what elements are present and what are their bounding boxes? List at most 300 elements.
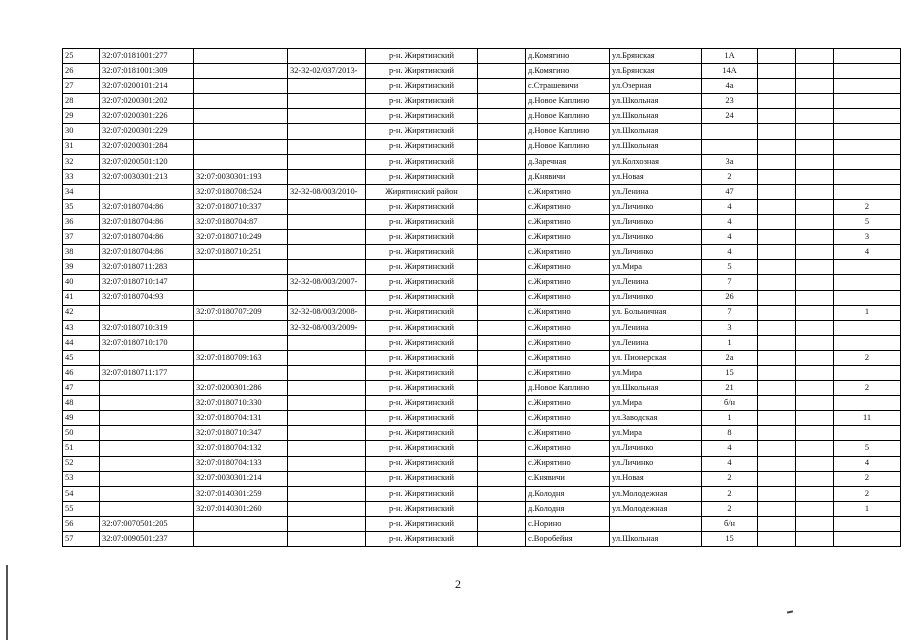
empty-cell [478,64,526,79]
table-row [63,471,901,486]
registration-number-cell: 32-32-02/037/2013- [288,64,366,79]
street-cell: ул.Личинко [610,245,702,260]
table-row [63,184,901,199]
empty-cell [758,365,796,380]
count-cell [834,426,901,441]
empty-cell [796,49,834,64]
district-cell: р-н. Жирятинский [366,245,478,260]
house-number-cell [702,139,758,154]
empty-cell [478,532,526,547]
empty-cell [478,79,526,94]
street-cell: ул.Озерная [610,79,702,94]
street-cell: ул.Молодежная [610,486,702,501]
table-row [63,139,901,154]
scan-edge-line [6,565,8,640]
empty-cell [478,396,526,411]
empty-cell [796,139,834,154]
house-number-cell: 5 [702,260,758,275]
district-cell: р-н. Жирятинский [366,350,478,365]
street-cell: ул.Мира [610,396,702,411]
locality-cell: с.Жирятино [526,350,610,365]
empty-cell [796,64,834,79]
locality-cell: с.Жирятино [526,441,610,456]
cadastral-number-cell: 32:07:0200301:202 [100,94,194,109]
locality-cell: д.Новое Каплино [526,109,610,124]
house-number-cell: 2 [702,486,758,501]
table-row [63,486,901,501]
row-number-cell: 40 [63,275,100,290]
registration-number-cell [288,532,366,547]
count-cell [834,335,901,350]
table-row [63,411,901,426]
district-cell: р-н. Жирятинский [366,64,478,79]
registration-number-cell: 32-32-08/003/2009- [288,320,366,335]
locality-cell: с.Жирятино [526,320,610,335]
empty-cell [758,109,796,124]
table-row [63,245,901,260]
empty-cell [478,471,526,486]
row-number-cell: 45 [63,350,100,365]
row-number-cell: 54 [63,486,100,501]
empty-cell [796,230,834,245]
cadastral-number-2-cell [194,275,288,290]
cadastral-number-2-cell [194,320,288,335]
empty-cell [478,350,526,365]
empty-cell [478,501,526,516]
cadastral-number-cell: 32:07:0180711:177 [100,365,194,380]
district-cell: р-н. Жирятинский [366,456,478,471]
house-number-cell: 15 [702,365,758,380]
street-cell: ул.Школьная [610,109,702,124]
row-number-cell: 36 [63,215,100,230]
cadastral-number-cell [100,501,194,516]
table-row [63,109,901,124]
locality-cell: с.Жирятино [526,184,610,199]
cadastral-number-cell [100,456,194,471]
cadastral-number-cell: 32:07:0180704:86 [100,245,194,260]
scan-mark [787,610,793,613]
cadastral-number-cell: 32:07:0180710:319 [100,320,194,335]
house-number-cell: 24 [702,109,758,124]
empty-cell [478,49,526,64]
district-cell: р-н. Жирятинский [366,199,478,214]
table-row [63,260,901,275]
empty-cell [758,79,796,94]
district-cell: р-н. Жирятинский [366,471,478,486]
empty-cell [758,532,796,547]
empty-cell [758,215,796,230]
house-number-cell: 1 [702,411,758,426]
street-cell: ул. Больничная [610,305,702,320]
district-cell: р-н. Жирятинский [366,486,478,501]
row-number-cell: 39 [63,260,100,275]
empty-cell [478,456,526,471]
registration-number-cell [288,169,366,184]
registration-number-cell [288,486,366,501]
empty-cell [758,169,796,184]
registration-number-cell [288,49,366,64]
empty-cell [478,124,526,139]
empty-cell [796,124,834,139]
cadastral-number-cell: 32:07:0200501:120 [100,154,194,169]
locality-cell: с.Жирятино [526,426,610,441]
row-number-cell: 55 [63,501,100,516]
locality-cell: с.Норино [526,516,610,531]
locality-cell: с.Жирятино [526,365,610,380]
house-number-cell: 1 [702,335,758,350]
count-cell [834,49,901,64]
row-number-cell: 34 [63,184,100,199]
registration-number-cell [288,396,366,411]
row-number-cell: 53 [63,471,100,486]
registration-number-cell [288,441,366,456]
count-cell: 1 [834,305,901,320]
district-cell: р-н. Жирятинский [366,532,478,547]
row-number-cell: 46 [63,365,100,380]
house-number-cell: 7 [702,305,758,320]
empty-cell [478,320,526,335]
house-number-cell: б/н [702,516,758,531]
district-cell: Жирятинский район [366,184,478,199]
street-cell [610,516,702,531]
street-cell: ул.Брянская [610,49,702,64]
cadastral-number-cell [100,426,194,441]
cadastral-number-cell [100,486,194,501]
registration-number-cell [288,335,366,350]
count-cell [834,396,901,411]
empty-cell [758,230,796,245]
row-number-cell: 56 [63,516,100,531]
empty-cell [758,305,796,320]
cadastral-number-cell: 32:07:0180704:86 [100,215,194,230]
row-number-cell: 43 [63,320,100,335]
registration-number-cell [288,381,366,396]
count-cell [834,532,901,547]
empty-cell [478,290,526,305]
empty-cell [796,516,834,531]
street-cell: ул.Новая [610,471,702,486]
house-number-cell: 47 [702,184,758,199]
cadastral-number-cell: 32:07:0200301:226 [100,109,194,124]
row-number-cell: 38 [63,245,100,260]
locality-cell: с.Жирятино [526,396,610,411]
house-number-cell: 23 [702,94,758,109]
count-cell [834,320,901,335]
empty-cell [796,275,834,290]
cadastral-number-cell: 32:07:0200101:214 [100,79,194,94]
registration-number-cell [288,245,366,260]
property-register-table [62,48,901,547]
row-number-cell: 31 [63,139,100,154]
cadastral-number-2-cell: 32:07:0180707:209 [194,305,288,320]
district-cell: р-н. Жирятинский [366,94,478,109]
empty-cell [796,245,834,260]
cadastral-number-2-cell: 32:07:0180704:131 [194,411,288,426]
registration-number-cell [288,79,366,94]
empty-cell [478,305,526,320]
house-number-cell: 4 [702,215,758,230]
registration-number-cell [288,199,366,214]
count-cell [834,79,901,94]
empty-cell [758,516,796,531]
street-cell: ул. Пионерская [610,350,702,365]
cadastral-number-2-cell [194,49,288,64]
row-number-cell: 32 [63,154,100,169]
registration-number-cell [288,124,366,139]
empty-cell [796,501,834,516]
district-cell: р-н. Жирятинский [366,169,478,184]
empty-cell [758,456,796,471]
cadastral-number-2-cell: 32:07:0200301:286 [194,381,288,396]
empty-cell [796,426,834,441]
cadastral-number-2-cell [194,335,288,350]
cadastral-number-cell: 32:07:0181001:277 [100,49,194,64]
registration-number-cell: 32-32-08/003/2010- [288,184,366,199]
house-number-cell: 2 [702,169,758,184]
cadastral-number-cell [100,305,194,320]
table-body [63,49,901,547]
empty-cell [796,169,834,184]
empty-cell [758,260,796,275]
table-row [63,94,901,109]
count-cell [834,290,901,305]
count-cell [834,64,901,79]
empty-cell [796,94,834,109]
street-cell: ул.Ленина [610,335,702,350]
district-cell: р-н. Жирятинский [366,516,478,531]
cadastral-number-2-cell: 32:07:0180704:132 [194,441,288,456]
cadastral-number-2-cell: 32:07:0180710:251 [194,245,288,260]
cadastral-number-cell: 32:07:0200301:229 [100,124,194,139]
street-cell: ул.Школьная [610,94,702,109]
empty-cell [758,139,796,154]
row-number-cell: 44 [63,335,100,350]
empty-cell [796,290,834,305]
cadastral-number-2-cell [194,154,288,169]
empty-cell [796,109,834,124]
house-number-cell: 14А [702,64,758,79]
count-cell [834,139,901,154]
count-cell: 1 [834,501,901,516]
locality-cell: с.Жирятино [526,245,610,260]
table-row [63,501,901,516]
row-number-cell: 52 [63,456,100,471]
empty-cell [758,486,796,501]
empty-cell [796,381,834,396]
row-number-cell: 37 [63,230,100,245]
registration-number-cell [288,365,366,380]
empty-cell [758,411,796,426]
district-cell: р-н. Жирятинский [366,501,478,516]
row-number-cell: 26 [63,64,100,79]
district-cell: р-н. Жирятинский [366,381,478,396]
locality-cell: д.Новое Каплино [526,139,610,154]
empty-cell [796,396,834,411]
table-row [63,124,901,139]
empty-cell [478,199,526,214]
locality-cell: д.Колодня [526,501,610,516]
cadastral-number-2-cell: 32:07:0140301:259 [194,486,288,501]
empty-cell [478,411,526,426]
street-cell: ул.Ленина [610,184,702,199]
registration-number-cell [288,154,366,169]
empty-cell [478,245,526,260]
district-cell: р-н. Жирятинский [366,260,478,275]
locality-cell: с.Княвичи [526,471,610,486]
house-number-cell: 1А [702,49,758,64]
count-cell [834,184,901,199]
row-number-cell: 25 [63,49,100,64]
street-cell: ул.Личинко [610,441,702,456]
empty-cell [758,350,796,365]
cadastral-number-2-cell: 32:07:0180710:330 [194,396,288,411]
registration-number-cell [288,139,366,154]
table-row [63,199,901,214]
cadastral-number-2-cell [194,139,288,154]
house-number-cell: б/н [702,396,758,411]
registration-number-cell [288,501,366,516]
count-cell: 2 [834,350,901,365]
locality-cell: с.Жирятино [526,275,610,290]
registration-number-cell [288,260,366,275]
count-cell: 2 [834,471,901,486]
cadastral-number-cell [100,441,194,456]
street-cell: ул.Ленина [610,320,702,335]
empty-cell [758,154,796,169]
registration-number-cell: 32-32-08/003/2007- [288,275,366,290]
empty-cell [796,305,834,320]
table-row [63,456,901,471]
house-number-cell: 21 [702,381,758,396]
street-cell: ул.Школьная [610,532,702,547]
locality-cell: с.Жирятино [526,260,610,275]
cadastral-number-2-cell [194,109,288,124]
empty-cell [478,139,526,154]
district-cell: р-н. Жирятинский [366,320,478,335]
locality-cell: д.Заречная [526,154,610,169]
locality-cell: с.Жирятино [526,290,610,305]
locality-cell: д.Княвичи [526,169,610,184]
cadastral-number-2-cell [194,94,288,109]
cadastral-number-cell [100,411,194,426]
row-number-cell: 50 [63,426,100,441]
row-number-cell: 30 [63,124,100,139]
empty-cell [796,471,834,486]
table-row [63,275,901,290]
empty-cell [478,381,526,396]
row-number-cell: 42 [63,305,100,320]
locality-cell: с.Жирятино [526,335,610,350]
count-cell [834,275,901,290]
count-cell: 11 [834,411,901,426]
table-row [63,215,901,230]
cadastral-number-2-cell [194,532,288,547]
district-cell: р-н. Жирятинский [366,335,478,350]
house-number-cell: 8 [702,426,758,441]
empty-cell [478,169,526,184]
empty-cell [758,49,796,64]
cadastral-number-cell: 32:07:0180710:147 [100,275,194,290]
cadastral-number-cell: 32:07:0180711:283 [100,260,194,275]
locality-cell: с.Жирятино [526,230,610,245]
count-cell: 5 [834,441,901,456]
count-cell [834,365,901,380]
empty-cell [796,260,834,275]
cadastral-number-cell [100,396,194,411]
empty-cell [796,184,834,199]
street-cell: ул.Личинко [610,199,702,214]
empty-cell [758,290,796,305]
empty-cell [796,154,834,169]
empty-cell [796,335,834,350]
cadastral-number-2-cell: 32:07:0180704:87 [194,215,288,230]
table-row [63,335,901,350]
locality-cell: д.Комягино [526,49,610,64]
house-number-cell: 7 [702,275,758,290]
row-number-cell: 41 [63,290,100,305]
count-cell [834,154,901,169]
cadastral-number-2-cell: 32:07:0180708:524 [194,184,288,199]
cadastral-number-2-cell [194,260,288,275]
empty-cell [758,426,796,441]
district-cell: р-н. Жирятинский [366,109,478,124]
empty-cell [796,532,834,547]
empty-cell [478,486,526,501]
registration-number-cell [288,215,366,230]
district-cell: р-н. Жирятинский [366,411,478,426]
street-cell: ул.Ленина [610,275,702,290]
count-cell: 5 [834,215,901,230]
locality-cell: с.Жирятино [526,199,610,214]
row-number-cell: 51 [63,441,100,456]
cadastral-number-2-cell [194,79,288,94]
house-number-cell: 26 [702,290,758,305]
cadastral-number-2-cell [194,365,288,380]
district-cell: р-н. Жирятинский [366,124,478,139]
house-number-cell: 15 [702,532,758,547]
row-number-cell: 35 [63,199,100,214]
row-number-cell: 47 [63,381,100,396]
empty-cell [758,245,796,260]
count-cell [834,169,901,184]
empty-cell [796,365,834,380]
locality-cell: с.Жирятино [526,411,610,426]
empty-cell [758,471,796,486]
house-number-cell: 2 [702,501,758,516]
table-row [63,169,901,184]
cadastral-number-2-cell [194,516,288,531]
house-number-cell: 3 [702,320,758,335]
house-number-cell: 3а [702,154,758,169]
count-cell [834,109,901,124]
row-number-cell: 33 [63,169,100,184]
row-number-cell: 28 [63,94,100,109]
cadastral-number-cell: 32:07:0180704:93 [100,290,194,305]
cadastral-number-cell: 32:07:0180704:86 [100,199,194,214]
count-cell [834,516,901,531]
empty-cell [478,275,526,290]
count-cell [834,260,901,275]
count-cell: 4 [834,245,901,260]
empty-cell [796,79,834,94]
street-cell: ул.Школьная [610,124,702,139]
empty-cell [758,184,796,199]
table-row [63,426,901,441]
cadastral-number-2-cell: 32:07:0140301:260 [194,501,288,516]
street-cell: ул.Молодежная [610,501,702,516]
empty-cell [796,215,834,230]
table-row [63,365,901,380]
